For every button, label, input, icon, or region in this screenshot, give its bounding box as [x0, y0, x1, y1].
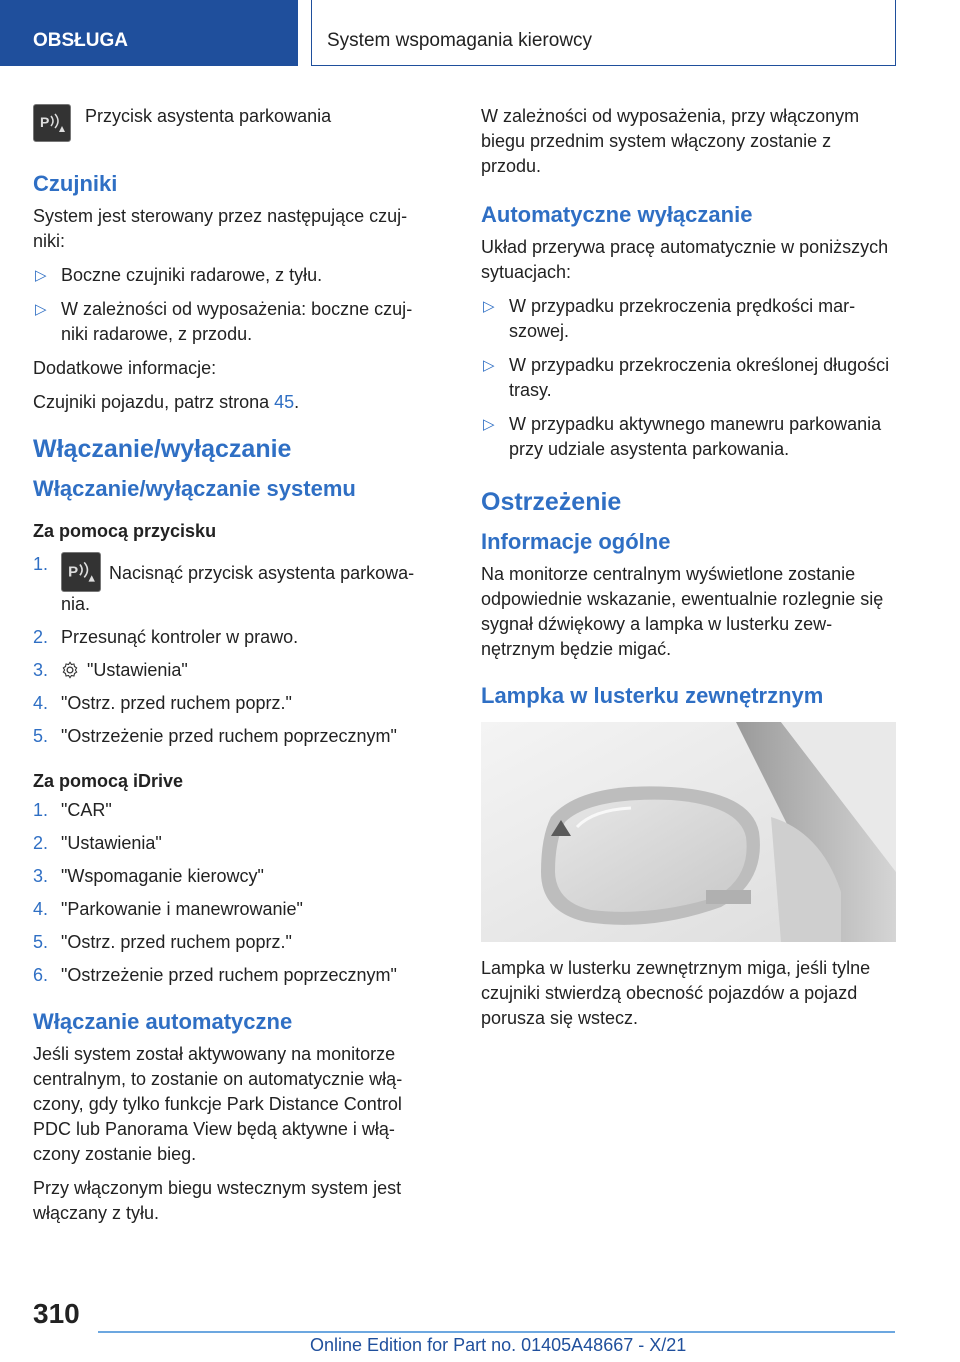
gear-icon: [61, 661, 79, 679]
list-item: ▷ W przypadku przekroczenia określonej długości trasy.: [483, 355, 890, 400]
svg-text:P: P: [68, 563, 79, 581]
front-gear-paragraph: W zależności od wyposażenia, przy włączonym biegu przednim system włączony zostanie z przodu.: [481, 106, 860, 176]
section-tab: OBSŁUGA: [0, 0, 298, 66]
list-item: ▷ W zależności od wyposażenia: boczne czujniki radarowe, z przodu.: [35, 299, 413, 344]
reverse-gear-paragraph: Przy włączonym biegu wstecznym system jest włączany z tyłu.: [33, 1178, 402, 1223]
list-item: 4. "Ostrz. przed ruchem poprz.": [33, 693, 292, 713]
mirror-lamp-paragraph: Lampka w lusterku zewnętrznym miga, jeśli tylne czujniki stwierdzą obecność pojazdów a pojazd porusza się wstecz.: [481, 958, 871, 1028]
idrive-steps: [33, 798, 433, 988]
button-steps: [33, 552, 433, 749]
warning-heading: Ostrzeżenie: [481, 488, 622, 516]
button-caption: Przycisk asystenta parkowania: [85, 106, 332, 126]
mirror-lamp-heading: Lampka w lusterku zewnętrznym: [481, 683, 824, 708]
triangle-bullet-icon: ▷: [483, 416, 495, 433]
sensors-reference: Czujniki pojazdu, patrz strona 45.: [33, 392, 300, 412]
list-item: ▷ Boczne czujniki radarowe, z tyłu.: [33, 263, 433, 288]
parking-assist-button-icon: [61, 552, 101, 592]
page-number: 310: [33, 1298, 80, 1329]
auto-on-heading: Włączanie automatyczne: [33, 1009, 293, 1034]
chapter-title: System wspomagania kierowcy: [311, 0, 896, 66]
system-onoff-heading: Włączanie/wyłączanie systemu: [33, 476, 356, 501]
auto-off-heading: Automatyczne wyłączanie: [481, 202, 753, 227]
list-item: 3. "Wspomaganie kierowcy": [33, 866, 264, 886]
page-header: [0, 0, 960, 66]
auto-on-paragraph: Jeśli system został aktywowany na monitorze centralnym, to zostanie on automatycznie włączony, gdy tylko funkcje Park Distance Control PDC lub Panorama View będą aktywne i włączony zostanie bieg.: [33, 1044, 403, 1164]
list-item: 5. "Ostrz. przed ruchem poprz.": [33, 932, 292, 952]
sensors-intro: System jest sterowany przez następujące czujniki:: [33, 206, 408, 251]
list-item: ▷ W przypadku przekroczenia prędkości marszowej.: [483, 296, 856, 341]
sensors-list: [33, 263, 433, 347]
list-item: 1. P Nacisnąć przycisk asystenta parkowania.: [33, 554, 415, 614]
triangle-bullet-icon: ▷: [35, 267, 47, 284]
list-item: 2. "Ustawienia": [33, 833, 162, 853]
list-item: 3. "Ustawienia": [33, 660, 188, 680]
page-link[interactable]: 45: [274, 392, 295, 412]
svg-text:P: P: [40, 114, 50, 130]
left-column: [33, 104, 433, 1235]
general-info-heading: Informacje ogólne: [481, 529, 671, 554]
list-item: 6. "Ostrzeżenie przed ruchem poprzecznym": [33, 965, 397, 985]
parking-assist-button-icon: [33, 104, 71, 142]
right-column: [481, 104, 896, 1040]
mirror-lamp-image: [481, 722, 896, 942]
triangle-bullet-icon: ▷: [483, 298, 495, 315]
edition-note: Online Edition for Part no. 01405A48667 - X/21: [310, 1335, 687, 1355]
by-idrive-heading: Za pomocą iDrive: [33, 771, 184, 791]
button-caption-row: [33, 104, 433, 142]
extra-info-label: Dodatkowe informacje:: [33, 358, 217, 378]
list-item: 1. "CAR": [33, 800, 112, 820]
list-item: ▷ W przypadku aktywnego manewru parkowania przy udziale asystenta parkowania.: [483, 414, 882, 459]
auto-off-intro: Układ przerywa pracę automatycznie w poniższych sytuacjach:: [481, 237, 889, 282]
auto-off-list: [481, 294, 896, 462]
onoff-heading: Włączanie/wyłączanie: [33, 435, 292, 463]
sensors-heading: Czujniki: [33, 171, 118, 196]
list-item: 4. "Parkowanie i manewrowanie": [33, 899, 303, 919]
triangle-bullet-icon: ▷: [483, 357, 495, 374]
general-info-paragraph: Na monitorze centralnym wyświetlone zostanie odpowiednie wskazanie, ewentualnie rozlegnie się sygnał dźwiękowy a lampka w lusterku zewnętrznym będzie migać.: [481, 564, 884, 659]
list-item: 5. "Ostrzeżenie przed ruchem poprzecznym": [33, 726, 397, 746]
by-button-heading: Za pomocą przycisku: [33, 521, 217, 541]
list-item: 2. Przesunąć kontroler w prawo.: [33, 627, 299, 647]
triangle-bullet-icon: ▷: [35, 301, 47, 318]
